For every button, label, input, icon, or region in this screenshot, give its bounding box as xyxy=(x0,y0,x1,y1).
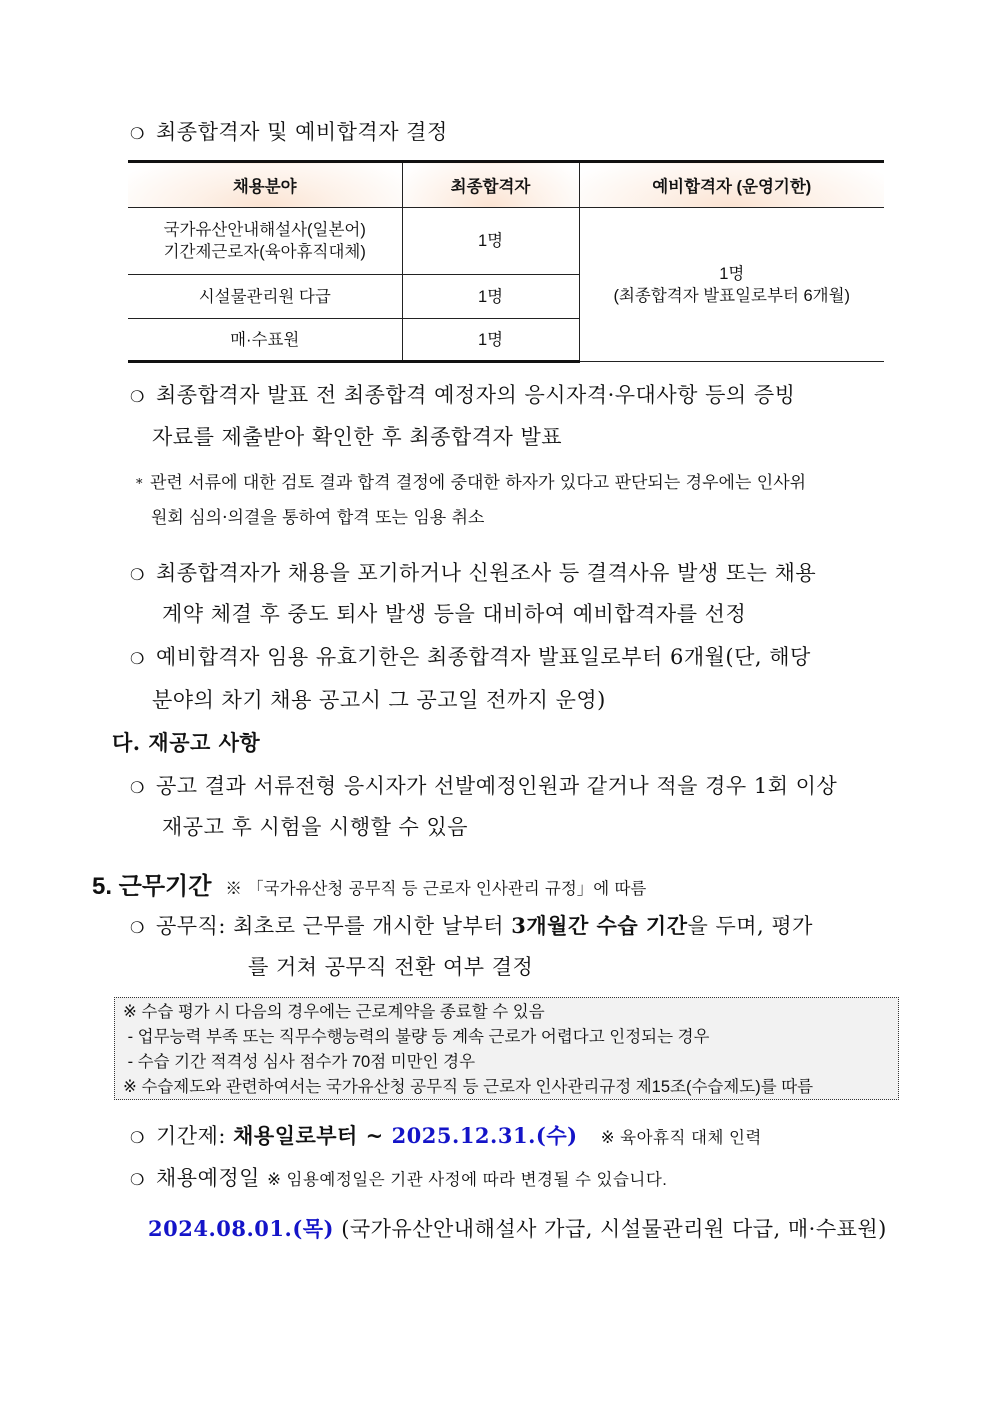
selection-table xyxy=(128,160,884,363)
para-line: 를 거쳐 공무직 전환 여부 결정 xyxy=(248,955,534,979)
header-field: 채용분야 xyxy=(128,162,402,208)
fixed-term-paragraph xyxy=(130,1120,762,1150)
end-date: 2025.12.31.(수) xyxy=(391,1123,578,1148)
para-line: 자료를 제출받아 확인한 후 최종합격자 발표 xyxy=(152,425,563,449)
final-selection-heading xyxy=(130,116,448,146)
para-line: 공고 결과 서류전형 응시자가 선발예정인원과 같거나 적을 경우 1회 이상 xyxy=(156,774,838,798)
note: ※ 육아휴직 대체 인력 xyxy=(600,1129,762,1147)
field-cell: 시설물관리원 다급 xyxy=(128,275,402,319)
circle-bullet-icon: ❍ xyxy=(130,649,145,668)
table-header-row xyxy=(128,162,884,208)
para-line: 분야의 차기 채용 공고시 그 공고일 전까지 운영) xyxy=(152,688,606,712)
bold-text: 채용일로부터 ~ xyxy=(233,1123,392,1148)
para-line: 최종합격자 발표 전 최종합격 예정자의 응시자격·우대사항 등의 증빙 xyxy=(156,383,796,407)
field-cell: 매·수표원 xyxy=(128,319,402,362)
note-text: 관련 서류에 대한 검토 결과 합격 결정에 중대한 하자가 있다고 판단되는 경우에는 인사위 xyxy=(150,473,807,493)
para-line: 계약 체결 후 중도 퇴사 발생 등을 대비하여 예비합격자를 선정 xyxy=(162,602,747,626)
final-count-cell: 1명 xyxy=(402,319,579,362)
final-count-cell: 1명 xyxy=(402,275,579,319)
probation-notebox xyxy=(114,997,899,1100)
circle-bullet-icon: ❍ xyxy=(130,1170,145,1189)
circle-bullet-icon: ❍ xyxy=(130,124,145,143)
field-line: 국가유산안내해설사(일본어) xyxy=(163,221,366,239)
notebox-line: ※ 수습 평가 시 다음의 경우에는 근로계약을 종료할 수 있음 xyxy=(123,1003,545,1021)
heading-text: 5. 근무기간 xyxy=(92,873,212,900)
notebox-line: ※ 수습제도와 관련하여서는 국가유산청 공무직 등 근로자 인사관리규정 제15조(수습제도)를 따름 xyxy=(123,1078,814,1096)
text: 최초로 근무를 개시한 날부터 xyxy=(233,914,512,938)
public-worker-paragraph xyxy=(130,910,813,940)
bold-text: 3개월간 수습 기간 xyxy=(511,913,688,938)
notebox-line: - 수습 기간 적격성 심사 점수가 70점 미만인 경우 xyxy=(123,1053,476,1071)
circle-bullet-icon: ❍ xyxy=(130,387,145,406)
para-line: 최종합격자가 채용을 포기하거나 신원조사 등 결격사유 발생 또는 채용 xyxy=(156,561,817,585)
note-line: 원회 심의·의결을 통하여 합격 또는 임용 취소 xyxy=(151,508,485,528)
circle-bullet-icon: ❍ xyxy=(130,1128,145,1147)
hire-date-line xyxy=(148,1213,887,1243)
hire-targets: (국가유산안내해설사 가급, 시설물관리원 다급, 매·수표원) xyxy=(341,1217,887,1241)
circle-bullet-icon: ❍ xyxy=(130,778,145,797)
label: 기간제: xyxy=(156,1124,226,1148)
hire-date-paragraph xyxy=(130,1162,667,1192)
paragraph-reserve-purpose xyxy=(130,557,816,587)
field-cell xyxy=(128,208,402,275)
header-reserve: 예비합격자 (운영기한) xyxy=(579,162,884,208)
reserve-period: (최종합격자 발표일로부터 6개월) xyxy=(613,286,851,305)
label: 공무직: xyxy=(156,914,226,938)
heading-note: ※ 「국가유산청 공무직 등 근로자 인사관리 규정」에 따름 xyxy=(225,879,647,898)
reserve-count: 1명 xyxy=(719,264,745,283)
hire-date: 2024.08.01.(목) xyxy=(148,1216,334,1241)
repost-heading: 다. 재공고 사항 xyxy=(112,730,261,755)
circle-bullet-icon: ❍ xyxy=(130,565,145,584)
para-line: 예비합격자 임용 유효기한은 최종합격자 발표일로부터 6개월(단, 해당 xyxy=(156,645,811,669)
header-final: 최종합격자 xyxy=(402,162,579,208)
circle-bullet-icon: ❍ xyxy=(130,918,145,937)
field-line: 기간제근로자(육아휴직대체) xyxy=(163,243,366,261)
notebox-line: - 업무능력 부족 또는 직무수행능력의 불량 등 계속 근로가 어렵다고 인정되는 경우 xyxy=(123,1028,710,1046)
paragraph-reserve-validity xyxy=(130,641,811,671)
paragraph-verification xyxy=(130,379,795,409)
label: 채용예정일 xyxy=(156,1166,260,1190)
note-line xyxy=(136,468,806,493)
final-count-cell: 1명 xyxy=(402,208,579,275)
heading-text: 최종합격자 및 예비합격자 결정 xyxy=(156,120,448,144)
asterisk-icon: * xyxy=(136,477,143,492)
note: ※ 임용예정일은 기관 사정에 따라 변경될 수 있습니다. xyxy=(267,1171,668,1189)
para-line: 재공고 후 시험을 시행할 수 있음 xyxy=(162,815,469,839)
table-row xyxy=(128,208,884,275)
work-period-heading xyxy=(92,866,646,901)
text: 을 두며, 평가 xyxy=(687,914,813,938)
repost-paragraph xyxy=(130,770,837,800)
reserve-cell xyxy=(579,208,884,362)
